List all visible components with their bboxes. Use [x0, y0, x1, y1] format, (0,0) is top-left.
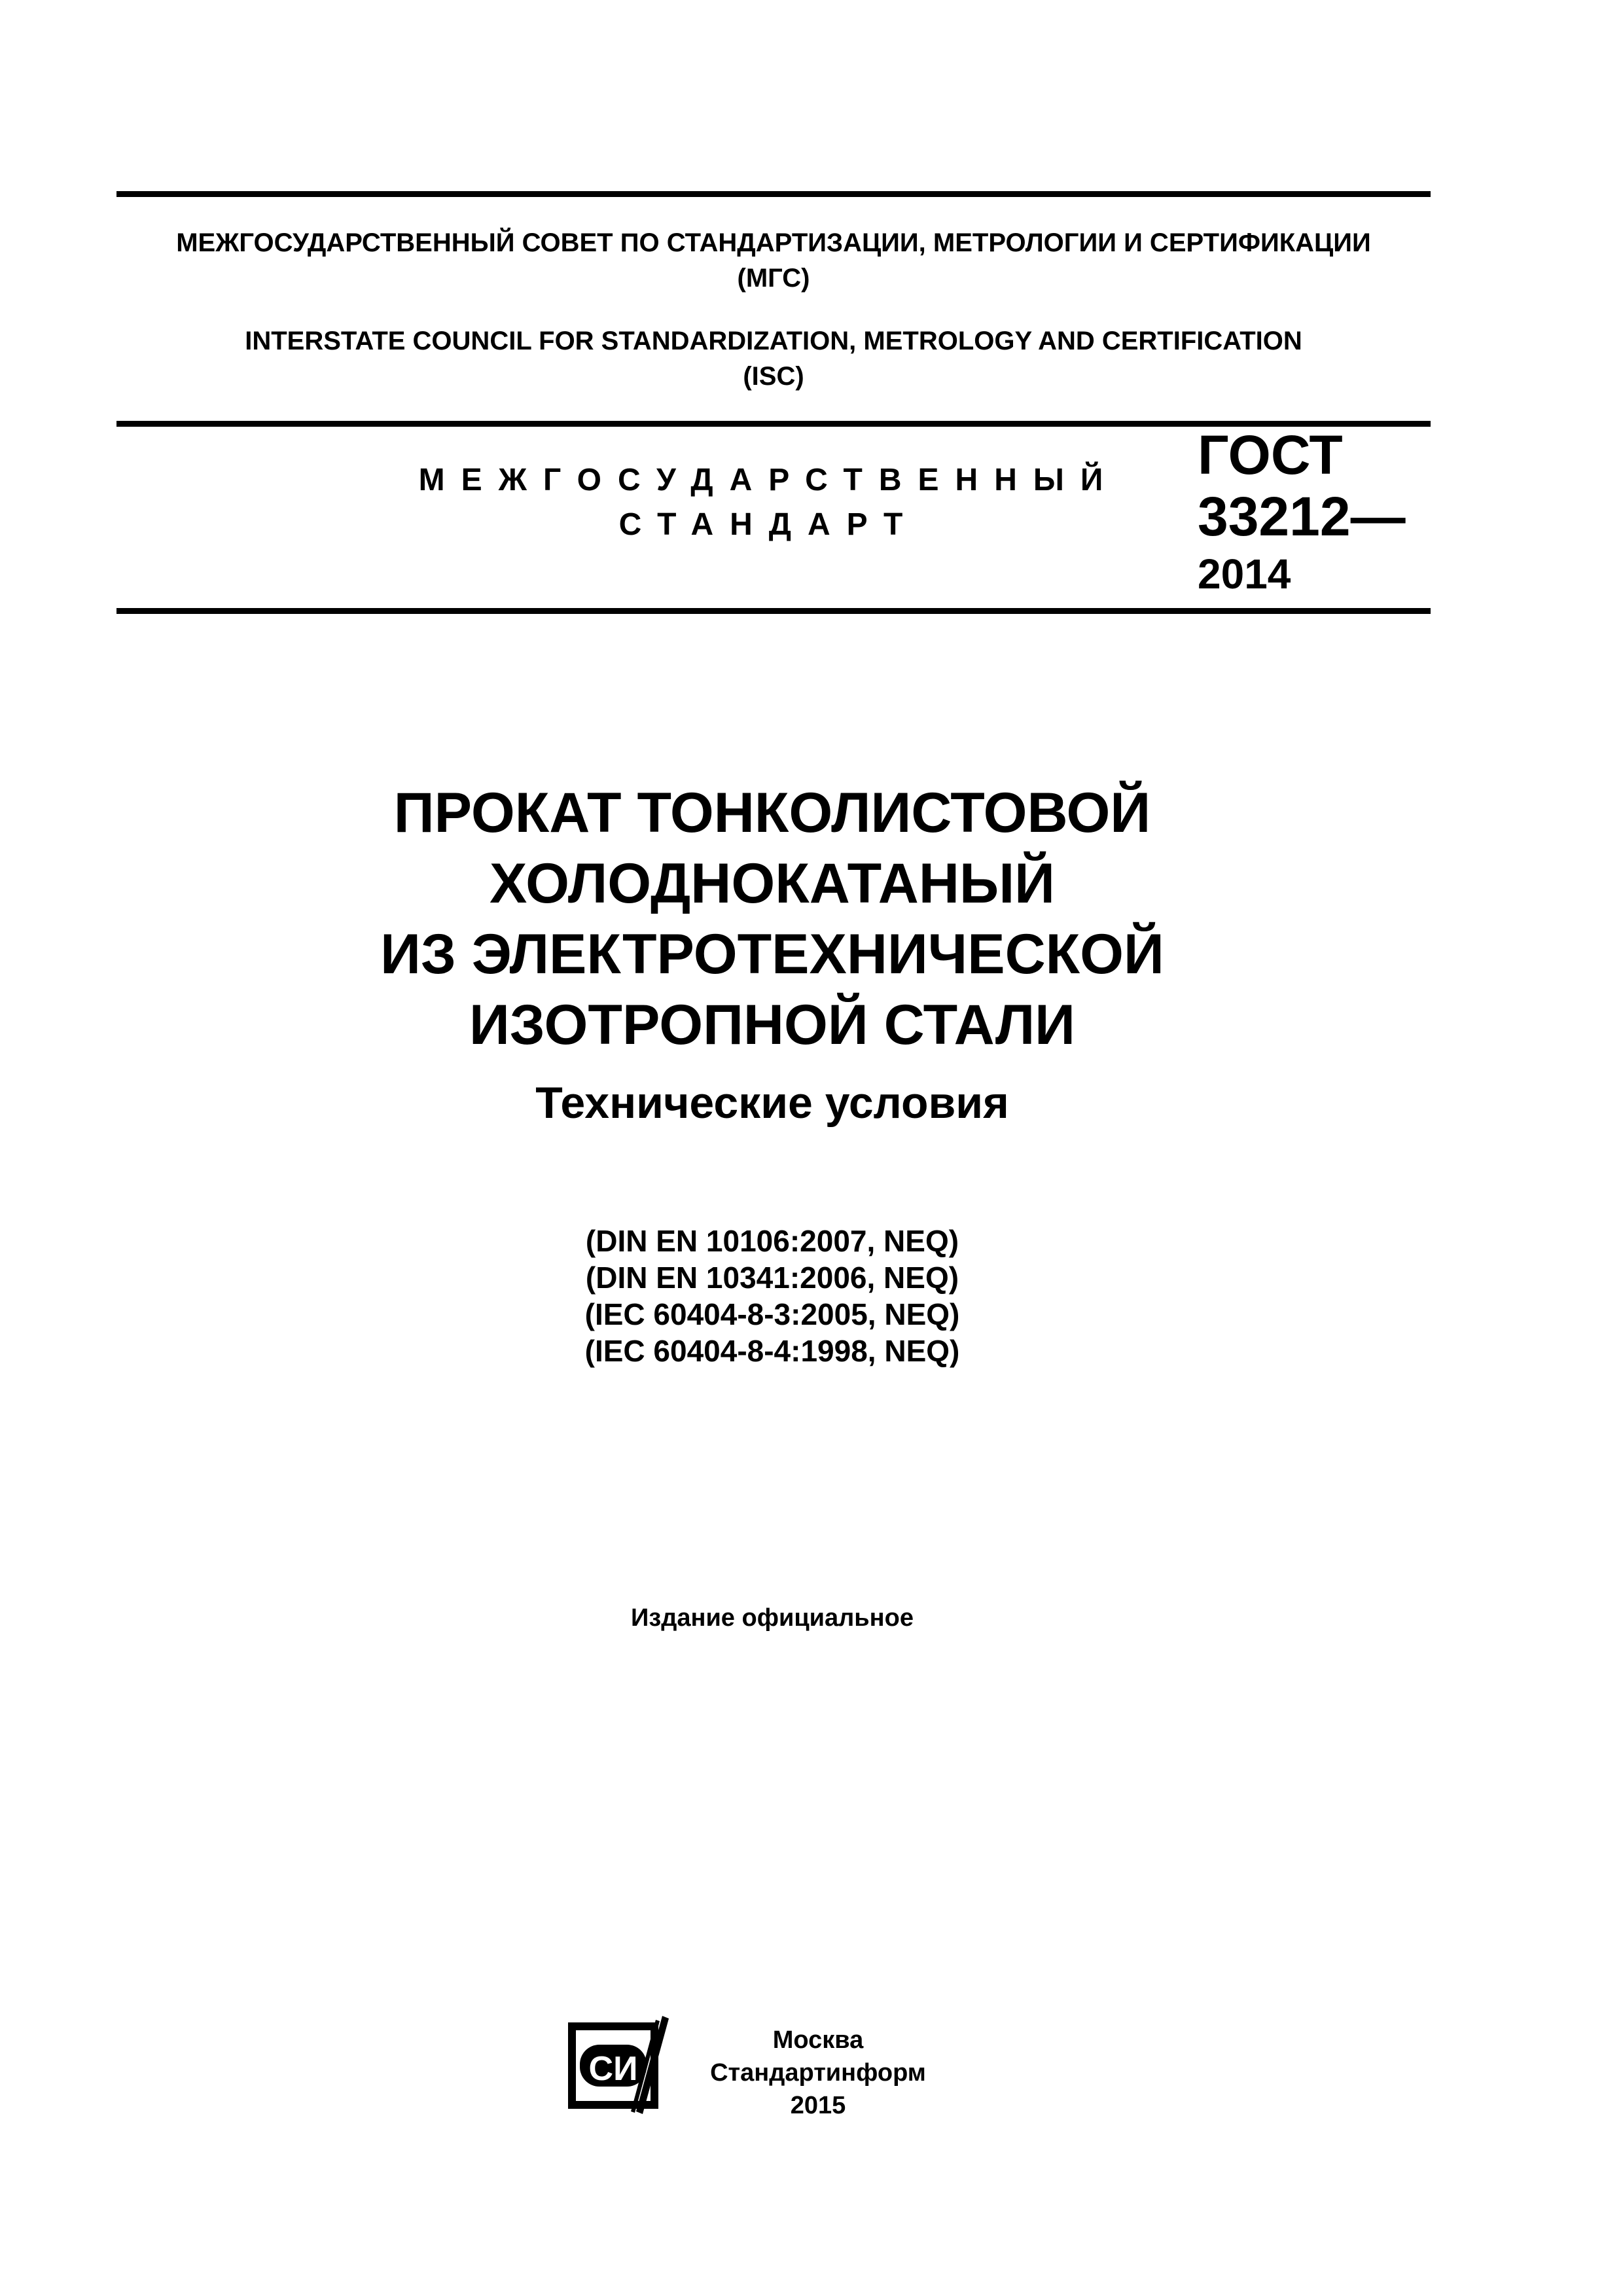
reference-item: (DIN EN 10106:2007, NEQ) — [585, 1224, 959, 1258]
gost-label: ГОСТ — [1198, 424, 1343, 486]
logo-text: СИ — [588, 2050, 638, 2088]
reference-standards — [458, 1223, 1086, 1369]
council-abbr-en: (ISC) — [743, 362, 804, 391]
publisher-name: Стандартинформ — [710, 2059, 926, 2087]
title-line: ПРОКАТ ТОНКОЛИСТОВОЙ — [393, 781, 1151, 844]
top-divider — [116, 191, 1431, 197]
reference-item: (IEC 60404-8-4:1998, NEQ) — [584, 1334, 960, 1368]
title-line: ИЗ ЭЛЕКТРОТЕХНИЧЕСКОЙ — [380, 923, 1164, 986]
gost-year: 2014 — [1198, 550, 1291, 598]
reference-item: (IEC 60404-8-3:2005, NEQ) — [584, 1297, 960, 1331]
standartinform-logo-icon — [564, 2016, 674, 2114]
gost-number: 33212— — [1198, 486, 1406, 547]
document-subtitle: Технические условия — [535, 1078, 1009, 1128]
title-line: ИЗОТРОПНОЙ СТАЛИ — [469, 994, 1075, 1056]
standard-type-line2: СТАНДАРТ — [618, 507, 919, 542]
council-name-ru — [116, 225, 1431, 296]
bottom-divider — [116, 608, 1431, 614]
document-title — [196, 778, 1348, 1060]
council-abbr-ru: (МГС) — [737, 264, 810, 293]
council-name-en — [116, 323, 1431, 394]
gost-designation — [1198, 424, 1414, 601]
council-name-ru-text: МЕЖГОСУДАРСТВЕННЫЙ СОВЕТ ПО СТАНДАРТИЗАЦИИ, МЕТРОЛОГИИ И СЕРТИФИКАЦИИ — [176, 228, 1371, 257]
title-line: ХОЛОДНОКАТАНЫЙ — [490, 852, 1055, 915]
council-name-en-text: INTERSTATE COUNCIL FOR STANDARDIZATION, METROLOGY AND CERTIFICATION — [245, 327, 1302, 355]
standard-type — [386, 458, 1152, 547]
publisher-year: 2015 — [790, 2092, 846, 2119]
standard-type-line1: МЕЖГОСУДАРСТВЕННЫЙ — [418, 463, 1120, 497]
publisher-city: Москва — [772, 2026, 864, 2054]
reference-item: (DIN EN 10341:2006, NEQ) — [585, 1261, 959, 1295]
edition-note: Издание официальное — [631, 1604, 914, 1632]
publisher-info — [681, 2024, 955, 2122]
